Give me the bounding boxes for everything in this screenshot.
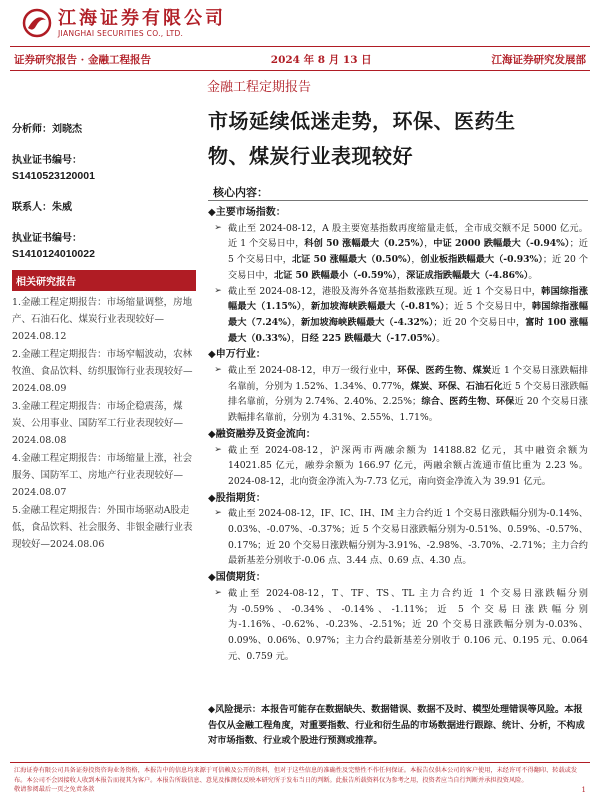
main-title — [208, 104, 586, 174]
section-header-market-index: ◆主要市场指数： — [208, 207, 286, 218]
footer-disclaimer — [14, 766, 586, 795]
analyst-cert-label: 执业证书编号： — [12, 155, 82, 166]
footer-note: 敬请参阅最后一页之免责条款 — [14, 786, 95, 793]
related-reports-list — [12, 291, 196, 553]
main-title-line: 市场延续低迷走势，环保、医药生 — [208, 109, 516, 133]
bullet-industry: ➢ 截止至 2024-08-12，申万一级行业中，环保、医药生物、煤炭近 1 个交易日涨跌幅排名靠前，分别为 1.52%、1.34%、0.77%，煤炭、环保、石油石化近 5 个交易日涨跌幅排名靠前，分别为 2.74%、2.40%、2.25%；综合、医药生物、环保近 20 个交易日涨跌幅排名靠前，分别为 4.31%、2.55%、1.71%。 — [208, 363, 588, 426]
bullet-arrow-icon: ➢ — [214, 285, 222, 296]
bullet-a-share-index: ➢ 截止至 2024-08-12，A 股主要宽基指数再度缩量走低，全市成交额不足 5000 亿元。近 1 个交易日中，科创 50 涨幅最大（0.25%），中证 2000 跌幅最大（-0.94%）；近 5 个交易日中，北证 50 涨幅最大（0.50%），创业板指跌幅最大（-0.93%）；近 20 个交易日中，北证 50 跌幅最小（-0.59%），深证成指跌幅最大（-4.86%）。 — [208, 221, 588, 284]
bullet-margin-trading: ➢ 截止至 2024-08-12，沪深两市两融余额为 14188.82 亿元，其中融资余额为 14021.85 亿元，融券余额为 166.97 亿元，两融余额占流通市值比重为 2.23 %。2024-08-12，北向资金净流入为-7.73 亿元，南向资金净流入为 39.91 亿元。 — [208, 443, 588, 490]
risk-warning: ◆风险提示：本报告可能存在数据缺失、数据错误、数据不及时、模型处理错误等风险。本报告仅从金融工程角度，对重要指数、行业和衍生品的市场数据进行跟踪、统计、分析，不构成对市场指数、行业或个股进行预测或推荐。 — [208, 704, 585, 747]
company-logo — [22, 8, 226, 38]
header-department: 江海证券研究发展部 — [491, 54, 586, 66]
related-reports-header: 相关研究报告 — [12, 270, 196, 291]
contact-cert-number: S1410124010022 — [12, 248, 95, 260]
bullet-arrow-icon: ➢ — [214, 444, 222, 455]
core-content-divider — [208, 200, 588, 201]
related-report-item[interactable]: 2.金融工程定期报告：市场窄幅波动，农林牧渔、食品饮料、纺织服饰行业表现较好—2024.08.09 — [12, 349, 193, 394]
section-header-margin-trading: ◆融资融券及资金流向： — [208, 428, 316, 440]
bullet-index-futures: ➢ 截止至 2024-08-12，IF、IC、IH、IM 主力合约近 1 个交易日涨跌幅分别为-0.14%、0.03%、-0.07%、-0.37%；近 5 个交易日涨跌幅分别为-0.51%、0.59%、-0.57%、0.17%；近 20 个交易日涨跌幅分别为-3.91%、-2.98%、-3.70%、-2.71%；主力合约最新基差分别收于-0.06 点、3.44 点、0.69 点、4.30 点。 — [208, 506, 588, 569]
report-type: 金融工程定期报告 — [207, 80, 312, 95]
header-divider-bottom — [10, 70, 590, 71]
footer-divider — [10, 762, 590, 763]
related-report-item[interactable]: 1.金融工程定期报告：市场缩量调整，房地产、石油石化、煤炭行业表现较好—2024.08.12 — [12, 297, 193, 342]
bullet-arrow-icon: ➢ — [214, 365, 222, 376]
company-logo-icon — [22, 8, 52, 38]
bullet-arrow-icon: ➢ — [214, 508, 222, 519]
related-report-item[interactable]: 3.金融工程定期报告：市场企稳震荡，煤炭、公用事业、国防军工行业表现较好—2024.08.08 — [12, 401, 184, 446]
company-name-en: JIANGHAI SECURITIES CO., LTD. — [58, 28, 184, 38]
related-report-item[interactable]: 5.金融工程定期报告：外围市场驱动A股走低，食品饮料、社会服务、非银金融行业表现较好—2024.08.06 — [12, 505, 193, 550]
header-divider-top — [10, 46, 590, 47]
left-sidebar — [12, 110, 196, 554]
contact-cert-label: 执业证书编号： — [12, 233, 82, 244]
related-report-item[interactable]: 4.金融工程定期报告：市场缩量上涨，社会服务、国防军工、房地产行业表现较好—2024.08.07 — [12, 453, 193, 498]
section-header-industry: ◆申万行业： — [208, 349, 266, 361]
core-content — [208, 204, 588, 664]
analyst-name: 分析师：刘晓杰 — [12, 124, 82, 135]
bullet-overseas-index: ➢ 截止至 2024-08-12，港股及海外各宽基指数涨跌互现。近 1 个交易日中，韩国综指涨幅最大（1.15%），新加坡海峡跌幅最大（-0.81%）；近 5 个交易日中，韩国综指涨幅最大（7.24%），新加坡海峡跌幅最大（-4.32%）；近 20 个交易日中，富时 100 涨幅最大（0.33%），日经 225 跌幅最大（-17.05%）。 — [208, 284, 588, 347]
page-number: 1 — [581, 786, 586, 794]
analyst-cert-number: S1410523120001 — [12, 170, 95, 182]
contact-name: 联系人：朱威 — [12, 202, 72, 213]
section-header-index-futures: ◆股指期货： — [208, 492, 266, 504]
bullet-arrow-icon: ➢ — [214, 222, 222, 233]
main-title-line: 物、煤炭行业表现较好 — [208, 144, 413, 168]
section-header-bond-futures: ◆国债期货： — [208, 572, 266, 584]
footer-disclaimer-text: 江海证券有限公司具备证券投资咨询业务资格，本报告中的信息均来源于可信赖及公开的资料，但对于这些信息的准确性及完整性不作任何保证。本报告仅供本公司的客户使用，未经许可不得翻印、转载或发布。本公司不会因接收人收到本报告而视其为客户。本报告所载信息、意见及推测仅反映本研究所于发布当日的判断。此报告所载资料仅为参考之用，投资者应当自行判断并承担投资风险。 — [14, 767, 578, 784]
core-content-title: 核心内容： — [213, 186, 268, 199]
header-report-category: 证券研究报告 · 金融工程报告 — [14, 54, 151, 66]
header-date: 2024 年 8 月 13 日 — [270, 54, 372, 66]
bullet-arrow-icon: ➢ — [214, 587, 222, 598]
header-bar — [14, 52, 586, 67]
company-name-cn: 江海证券有限公司 — [58, 7, 226, 29]
bullet-bond-futures: ➢ 截止至 2024-08-12，T、TF、TS、TL 主力合约近 1 个交易日涨跌幅分别为-0.59%、-0.34%、-0.14%、-1.11%；近 5 个交易日涨跌幅分别为-1.16%、-0.62%、-0.23%、-2.51%；近 20 个交易日涨跌幅分别为-0.03%、0.09%、0.06%、0.97%；主力合约最新基差分别收于 0.106 元、0.195 元、0.064 元、0.759 元。 — [208, 586, 588, 665]
